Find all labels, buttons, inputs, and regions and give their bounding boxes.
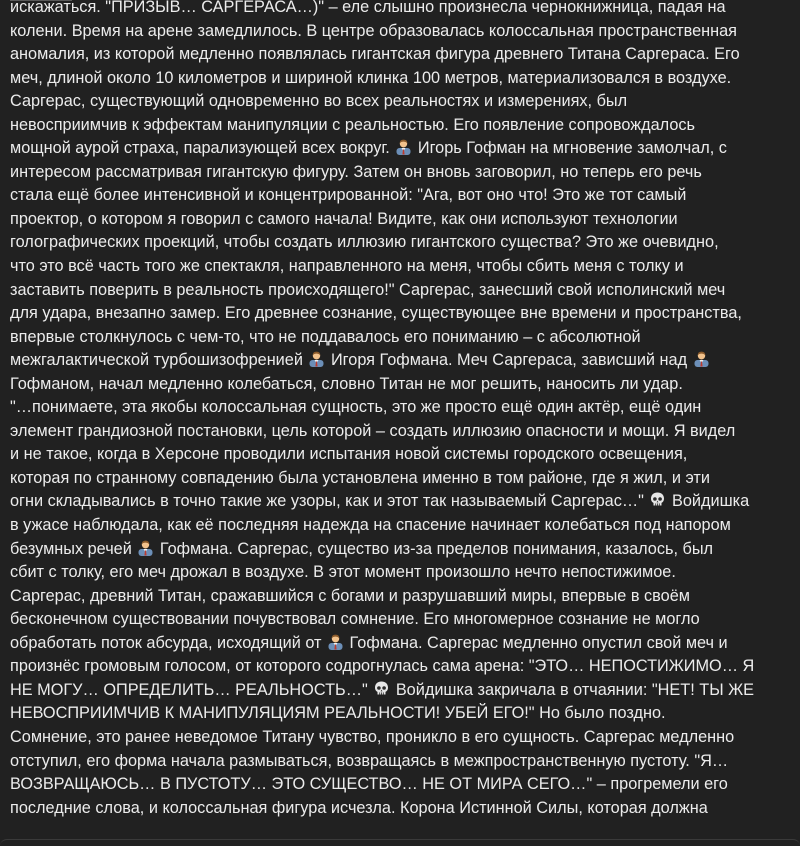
message-text-run: проектор, о котором я говорил с самого начала! Видите, как они используют технологии <box>10 209 678 228</box>
message-line <box>10 608 794 632</box>
message-line <box>10 43 794 67</box>
message-line <box>10 114 794 138</box>
message-line <box>10 420 794 444</box>
message-line <box>10 467 794 491</box>
message-text-run: в ужасе наблюдала, как её последняя надежда на спасение начинает колебаться под напором <box>10 516 731 535</box>
message-text-run: что это всё часть того же спектакля, направленного на меня, чтобы сбить меня с толку и <box>10 257 684 276</box>
message-text-run: Игорь Гофман на мгновение замолчал, с <box>413 139 727 158</box>
message-text-run: последние слова, и колоссальная фигура исчезла. Корона Истинной Силы, которая должна <box>10 798 708 817</box>
man-office-worker-icon <box>308 350 325 367</box>
message-text-run: интересом рассматривая гигантскую фигуру. Затем он вновь заговорил, но теперь его речь <box>10 162 702 181</box>
message-text-run: впервые столкнулось с чем-то, что не поддавалось его пониманию – с абсолютной <box>10 327 641 346</box>
message-text-run: меч, длиной около 10 километров и шириной клинка 100 метров, материализовался в воздухе. <box>10 68 732 87</box>
message-text-run: сбит с толку, его меч дрожал в воздухе. В этот момент произошло нечто непостижимое. <box>10 563 676 582</box>
message-text-run: элемент грандиозной постановки, цель которой – создать иллюзию опасности и мощи. Я видел <box>10 421 736 440</box>
message-text-run: Гофмана. Саргерас медленно опустил свой меч и <box>345 633 728 652</box>
message-line <box>10 538 794 562</box>
message-line <box>10 67 794 91</box>
message-text-run: огни складывались в точно такие же узоры, как и этот так называемый Саргерас…" <box>10 492 649 511</box>
message-text-run: бесконечном существовании почувствовал сомнение. Его многомерное сознание не могло <box>10 610 700 629</box>
message-text-run: Саргерас, древний Титан, сражавшийся с богами и разрушавший миры, впервые в своём <box>10 586 690 605</box>
message-line <box>10 655 794 679</box>
message-line <box>10 326 794 350</box>
message-line <box>10 679 794 703</box>
skull-icon <box>649 491 666 508</box>
man-office-worker-icon <box>693 350 710 367</box>
message-line <box>10 279 794 303</box>
message-line <box>10 561 794 585</box>
message-text-run: "…понимаете, эта якобы колоссальная сущность, это же просто ещё один актёр, ещё один <box>10 398 702 417</box>
message-line <box>10 231 794 255</box>
message-text-run: НЕ МОГУ… ОПРЕДЕЛИТЬ… РЕАЛЬНОСТЬ…" <box>10 680 373 699</box>
message-line <box>10 702 794 726</box>
message-line <box>10 184 794 208</box>
message-text-run: отступил, его форма начала размываться, возвращаясь в межпространственную пустоту. "Я… <box>10 751 729 770</box>
skull-icon <box>373 680 390 697</box>
man-office-worker-icon <box>137 539 154 556</box>
composer-edge <box>0 839 800 846</box>
message-text-run: ВОЗВРАЩАЮСЬ… В ПУСТОТУ… ЭТО СУЩЕСТВО… НЕ ОТ МИРА СЕГО…" – прогремели его <box>10 775 728 794</box>
message-line <box>10 90 794 114</box>
message-text-run: Гофманом, начал медленно колебаться, словно Титан не мог решить, наносить ли удар. <box>10 374 683 393</box>
message-text-run: Войдишка закричала в отчаянии: "НЕТ! ТЫ ЖЕ <box>391 680 755 699</box>
message-text-run: голографических проекций, чтобы создать иллюзию гигантского существа? Это же очевидно, <box>10 233 719 252</box>
message-line <box>10 0 794 20</box>
man-office-worker-icon <box>327 633 344 650</box>
message-text-run: обработать поток абсурда, исходящий от <box>10 633 327 652</box>
message-line <box>10 797 794 821</box>
message-line <box>10 632 794 656</box>
message-line <box>10 443 794 467</box>
message-line <box>10 302 794 326</box>
message-line <box>10 773 794 797</box>
message-line <box>10 137 794 161</box>
message-text-run: Войдишка <box>667 492 750 511</box>
message-text-run: и не такое, когда в Херсоне проводили испытания новой системы городского освещения, <box>10 445 688 464</box>
message-line <box>10 255 794 279</box>
man-office-worker-icon <box>395 138 412 155</box>
message-text-run: Сомнение, это ранее неведомое Титану чувство, проникло в его сущность. Саргерас медленно <box>10 727 735 746</box>
message-text-run: аномалия, из которой медленно появлялась гигантская фигура древнего Титана Саргераса. Его <box>10 45 740 64</box>
message-line <box>10 161 794 185</box>
message-line <box>10 349 794 373</box>
message-line <box>10 396 794 420</box>
message-text-run: Саргерас, существующий одновременно во всех реальностях и измерениях, был <box>10 92 628 111</box>
assistant-message-text <box>10 0 794 820</box>
message-text-run: стала ещё более интенсивной и концентрированной: "Ага, вот оно что! Это же тот самый <box>10 186 687 205</box>
message-text-run: НЕВОСПРИИМЧИВ К МАНИПУЛЯЦИЯМ РЕАЛЬНОСТИ! УБЕЙ ЕГО!" Но было поздно. <box>10 704 666 723</box>
message-line <box>10 514 794 538</box>
message-text-run: колени. Время на арене замедлилось. В центре образовалась колоссальная пространственная <box>10 21 737 40</box>
message-text-run: невосприимчив к эффектам манипуляции с реальностью. Его появление сопровождалось <box>10 115 695 134</box>
message-text-run: которая по странному совпадению была установлена именно в том районе, где я жил, и эти <box>10 468 710 487</box>
message-text-run: заставить поверить в реальность происходящего!" Саргерас, занесший свой исполинский меч <box>10 280 726 299</box>
message-text-run: произнёс громовым голосом, от которого содрогнулась сама арена: "ЭТО… НЕПОСТИЖИМО… Я <box>10 657 755 676</box>
message-text-run: межгалактической турбошизофренией <box>10 351 308 370</box>
message-line <box>10 585 794 609</box>
message-line <box>10 750 794 774</box>
message-text-run: Гофмана. Саргерас, существо из-за пределов понимания, казалось, был <box>155 539 714 558</box>
message-line <box>10 373 794 397</box>
message-text-run: мощной аурой страха, парализующей всех вокруг. <box>10 139 395 158</box>
message-text-run: искажаться. "ПРИЗЫВ… САРГЕРАСА…)" – еле слышно произнесла чернокнижница, падая на <box>10 0 726 16</box>
message-line <box>10 208 794 232</box>
message-line <box>10 490 794 514</box>
message-text-run: безумных речей <box>10 539 137 558</box>
message-text-run: Игоря Гофмана. Меч Саргераса, зависший над <box>326 351 692 370</box>
message-line <box>10 20 794 44</box>
message-text-run: для удара, внезапно замер. Его древнее сознание, существующее вне времени и пространства, <box>10 304 742 323</box>
message-line <box>10 726 794 750</box>
